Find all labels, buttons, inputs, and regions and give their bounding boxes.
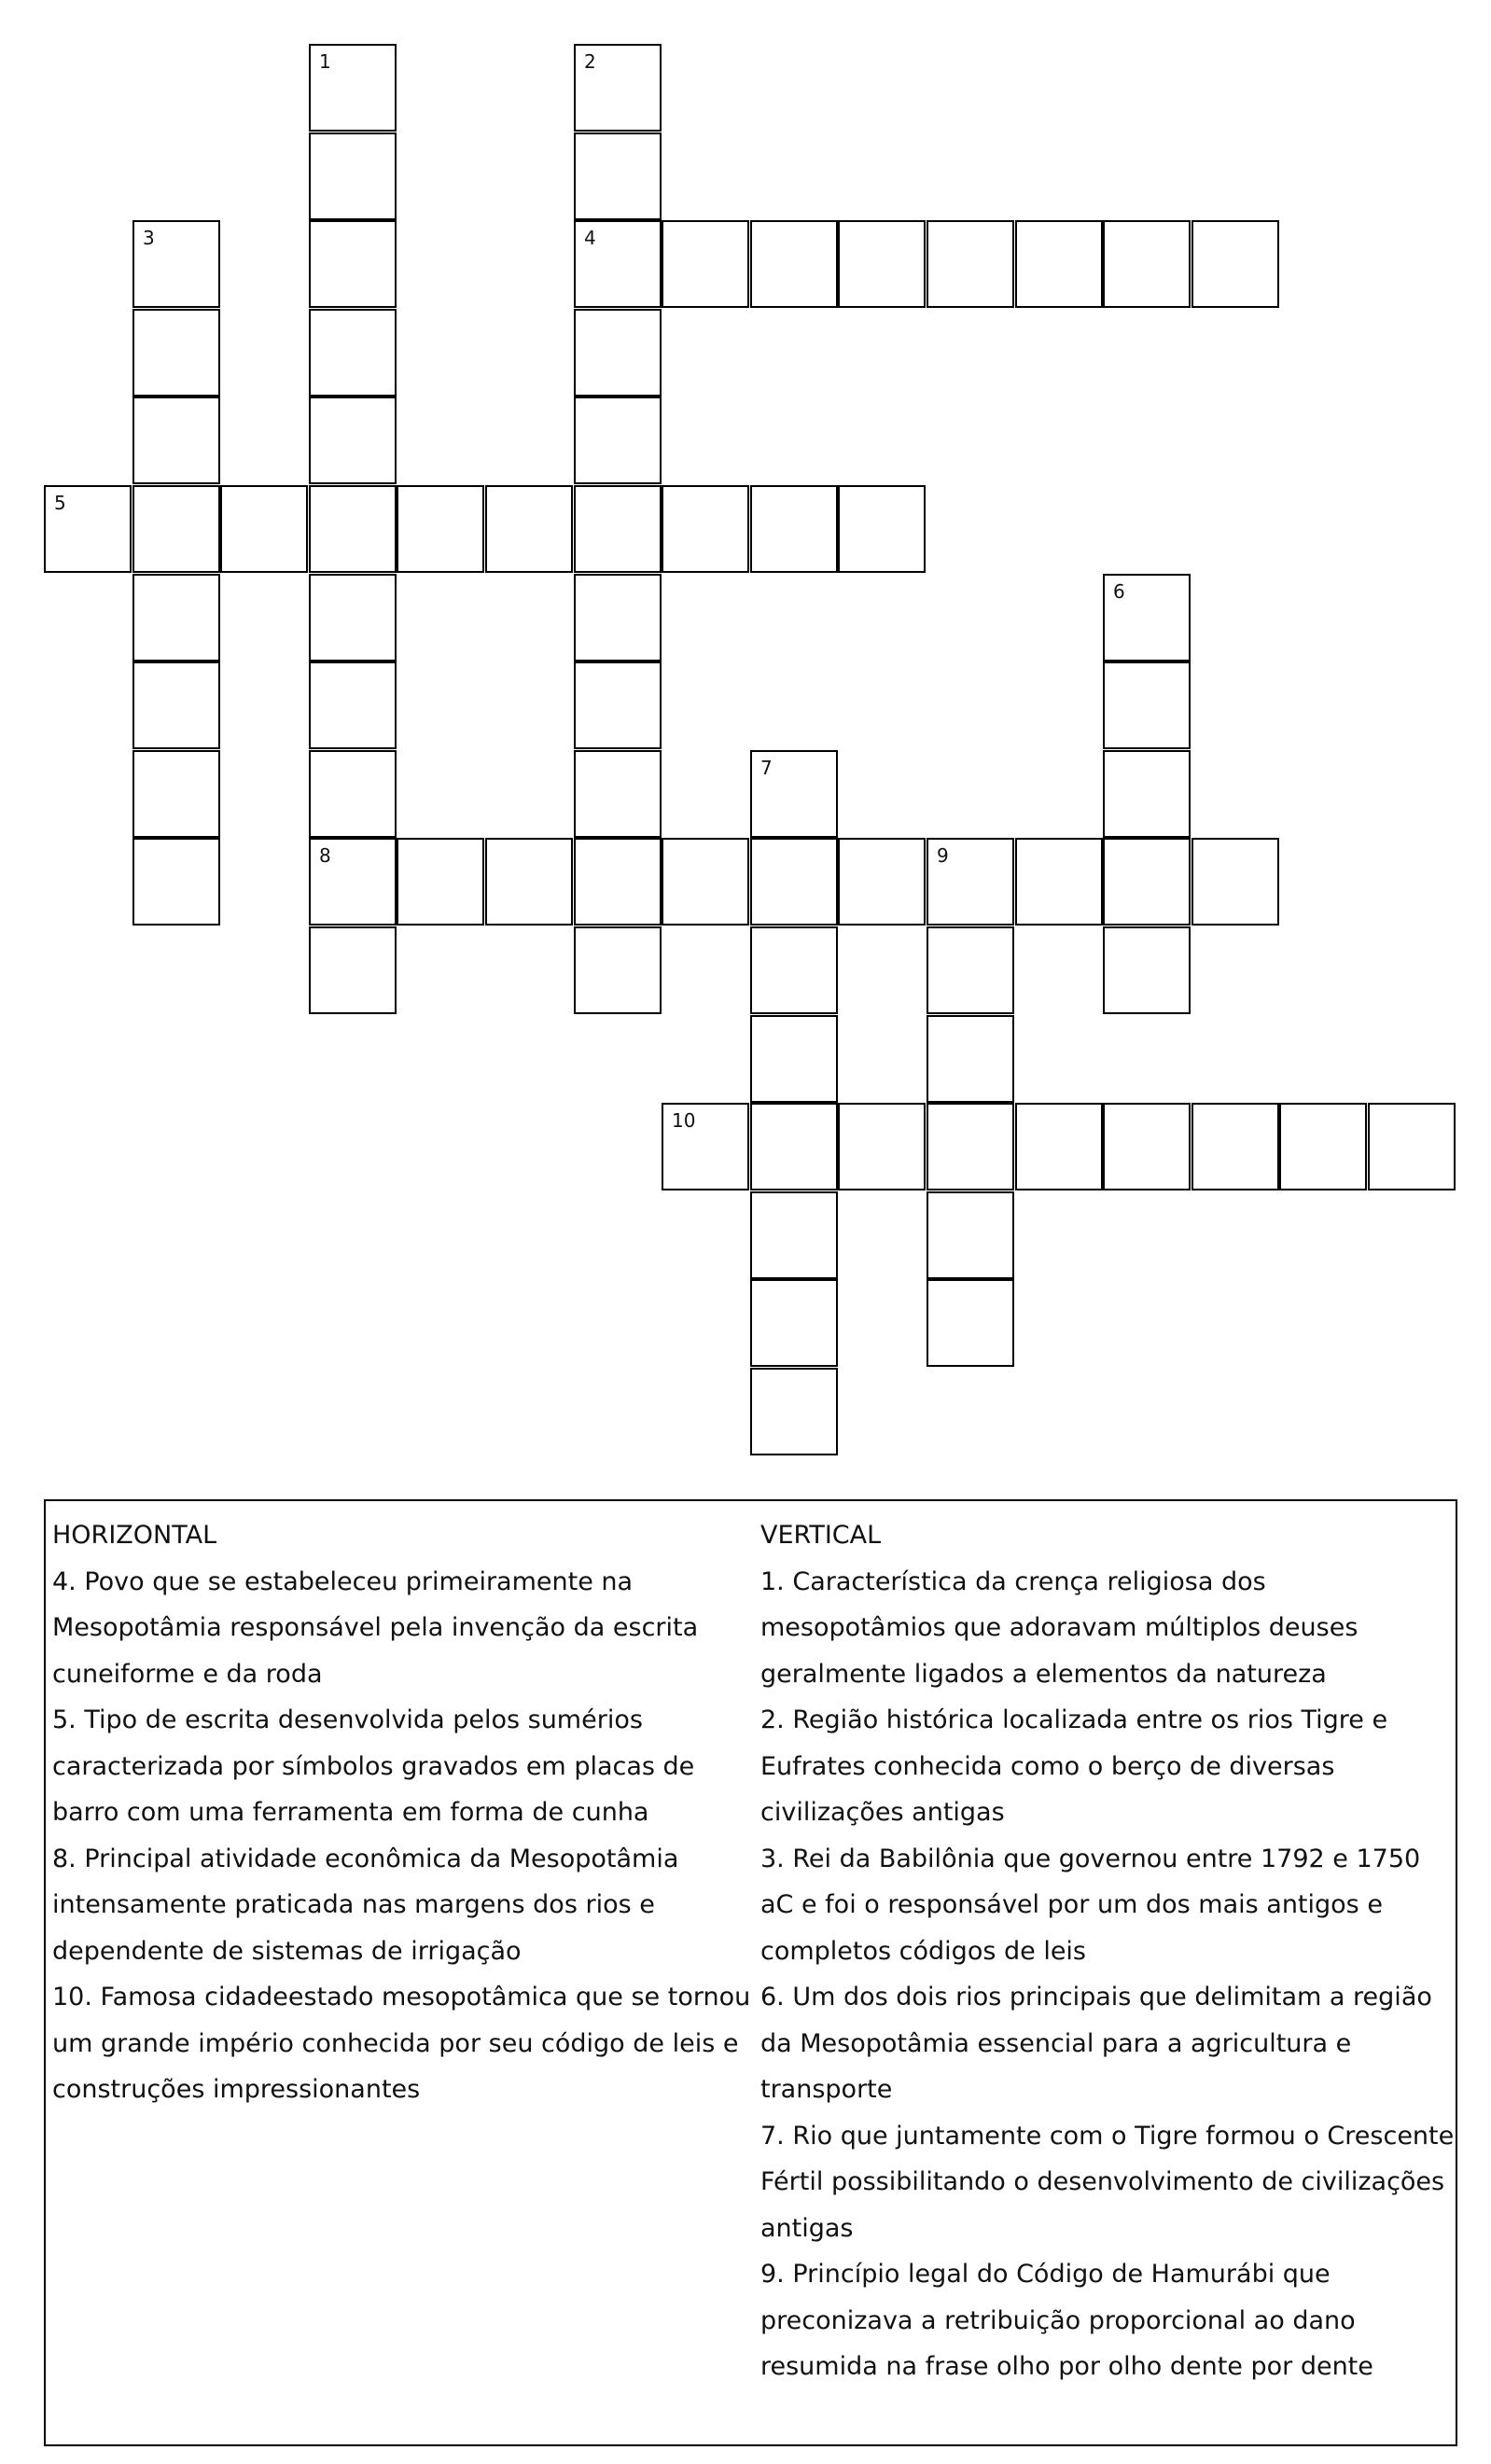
grid-cell[interactable]: [574, 132, 662, 220]
grid-cell[interactable]: [838, 1103, 926, 1190]
clue-across-5: 5. Tipo de escrita desenvolvida pelos sumérios caracterizada por símbolos gravados em placas de barro com uma ferramenta em forma de cunha: [52, 1705, 695, 1827]
grid-cell[interactable]: [309, 574, 397, 661]
grid-cell[interactable]: [1103, 220, 1191, 308]
clue-across-10: 10. Famosa cidadeestado mesopotâmica que se tornou um grande império conhecida por seu código de leis e construções impressionantes: [52, 1983, 751, 2104]
clue-number-8: 8: [319, 844, 331, 867]
grid-cell[interactable]: [662, 838, 749, 926]
grid-cell[interactable]: [574, 838, 662, 926]
grid-cell[interactable]: [1103, 661, 1191, 749]
grid-cell[interactable]: [1015, 220, 1103, 308]
grid-cell[interactable]: [750, 1279, 838, 1367]
clue-number-5: 5: [54, 492, 66, 514]
grid-cell[interactable]: [927, 1191, 1014, 1279]
vertical-heading: VERTICAL: [760, 1521, 882, 1550]
grid-cell[interactable]: [662, 220, 749, 308]
grid-cell[interactable]: [132, 750, 220, 838]
grid-cell[interactable]: [309, 661, 397, 749]
grid-cell[interactable]: [927, 1103, 1014, 1190]
clue-number-3: 3: [143, 227, 155, 249]
clue-number-1: 1: [319, 50, 331, 73]
clue-down-2: 2. Região histórica localizada entre os rios Tigre e Eufrates conhecida como o berço de diversas civilizações antigas: [760, 1705, 1388, 1827]
grid-cell[interactable]: [132, 397, 220, 484]
grid-cell[interactable]: [750, 1191, 838, 1279]
grid-cell[interactable]: [750, 1368, 838, 1455]
grid-cell[interactable]: [574, 485, 662, 573]
grid-cell[interactable]: [1191, 1103, 1279, 1190]
grid-cell[interactable]: [750, 926, 838, 1014]
grid-cell[interactable]: [838, 838, 926, 926]
grid-cell[interactable]: [574, 397, 662, 484]
grid-cell[interactable]: [309, 485, 397, 573]
grid-cell[interactable]: [574, 926, 662, 1014]
grid-cell[interactable]: [132, 485, 220, 573]
grid-cell[interactable]: [309, 132, 397, 220]
grid-cell[interactable]: [927, 1015, 1014, 1103]
grid-cell[interactable]: [574, 750, 662, 838]
grid-cell[interactable]: [309, 309, 397, 397]
grid-cell[interactable]: [220, 485, 308, 573]
grid-cell[interactable]: [750, 1015, 838, 1103]
clue-down-6: 6. Um dos dois rios principais que delimitam a região da Mesopotâmia essencial para a agricultura e transporte: [760, 1983, 1432, 2104]
grid-cell[interactable]: [1103, 926, 1191, 1014]
clue-across-4: 4. Povo que se estabeleceu primeiramente na Mesopotâmia responsável pela invenção da escrita cuneiforme e da roda: [52, 1566, 699, 1689]
grid-cell[interactable]: [927, 1279, 1014, 1367]
grid-cell[interactable]: [1103, 1103, 1191, 1190]
clue-down-9: 9. Princípio legal do Código de Hamurábi que preconizava a retribuição proporcional ao dano resumida na frase olho por olho dente por dente: [760, 2260, 1373, 2381]
clue-number-10: 10: [672, 1109, 696, 1132]
clue-down-3: 3. Rei da Babilônia que governou entre 1792 e 1750 aC e foi o responsável por um dos mais antigos e completos códigos de leis: [760, 1844, 1421, 1966]
grid-cell[interactable]: [309, 926, 397, 1014]
clue-number-9: 9: [937, 844, 949, 867]
grid-cell[interactable]: [309, 838, 397, 926]
grid-cell[interactable]: [750, 1103, 838, 1190]
vertical-clues: [760, 1512, 1456, 2390]
clue-number-6: 6: [1113, 580, 1125, 603]
clue-number-2: 2: [584, 50, 596, 73]
grid-cell[interactable]: [485, 485, 573, 573]
grid-cell[interactable]: [750, 220, 838, 308]
grid-cell[interactable]: [662, 1103, 749, 1190]
grid-cell[interactable]: [1015, 1103, 1103, 1190]
grid-cell[interactable]: [397, 838, 484, 926]
grid-cell[interactable]: [485, 838, 573, 926]
grid-cell[interactable]: [927, 220, 1014, 308]
grid-cell[interactable]: [132, 574, 220, 661]
grid-cell[interactable]: [838, 485, 926, 573]
grid-cell[interactable]: [1015, 838, 1103, 926]
grid-cell[interactable]: [750, 750, 838, 838]
clue-number-7: 7: [760, 757, 773, 779]
clue-down-1: 1. Característica da crença religiosa dos mesopotâmios que adoravam múltiplos deuses geralmente ligados a elementos da natureza: [760, 1566, 1359, 1689]
grid-cell[interactable]: [309, 397, 397, 484]
grid-cell[interactable]: [1368, 1103, 1456, 1190]
grid-cell[interactable]: [1103, 750, 1191, 838]
grid-cell[interactable]: [662, 485, 749, 573]
grid-cell[interactable]: [750, 838, 838, 926]
grid-cell[interactable]: [132, 838, 220, 926]
grid-cell[interactable]: [309, 750, 397, 838]
grid-cell[interactable]: [927, 926, 1014, 1014]
clue-number-4: 4: [584, 227, 596, 249]
grid-cell[interactable]: [132, 309, 220, 397]
grid-cell[interactable]: [838, 220, 926, 308]
clues-box: [44, 1499, 1457, 2446]
grid-cell[interactable]: [132, 220, 220, 308]
grid-cell[interactable]: [1279, 1103, 1367, 1190]
grid-cell[interactable]: [1191, 220, 1279, 308]
grid-cell[interactable]: [750, 485, 838, 573]
grid-cell[interactable]: [309, 44, 397, 132]
grid-cell[interactable]: [309, 220, 397, 308]
grid-cell[interactable]: [397, 485, 484, 573]
grid-cell[interactable]: [574, 661, 662, 749]
grid-cell[interactable]: [927, 838, 1014, 926]
clue-down-7: 7. Rio que juntamente com o Tigre formou o Crescente Fértil possibilitando o desenvolvimento de civilizações antigas: [760, 2121, 1455, 2243]
grid-cell[interactable]: [1103, 574, 1191, 661]
grid-cell[interactable]: [1191, 838, 1279, 926]
horizontal-heading: HORIZONTAL: [52, 1521, 217, 1550]
horizontal-clues: [52, 1512, 752, 2113]
grid-cell[interactable]: [1103, 838, 1191, 926]
grid-cell[interactable]: [44, 485, 132, 573]
grid-cell[interactable]: [574, 44, 662, 132]
grid-cell[interactable]: [574, 220, 662, 308]
grid-cell[interactable]: [574, 574, 662, 661]
grid-cell[interactable]: [574, 309, 662, 397]
grid-cell[interactable]: [132, 661, 220, 749]
clue-across-8: 8. Principal atividade econômica da Mesopotâmia intensamente praticada nas margens dos rios e dependente de sistemas de irrigação: [52, 1844, 679, 1966]
